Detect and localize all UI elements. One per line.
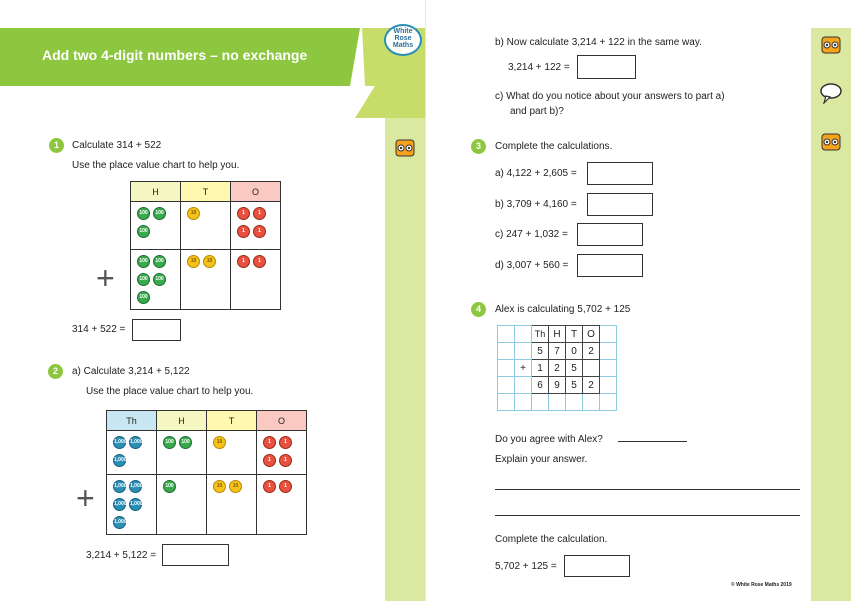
q2-instruction: Use the place value chart to help you.: [86, 386, 254, 397]
q3c-answer-box[interactable]: [577, 223, 643, 246]
hundreds-counter: 100: [163, 480, 176, 493]
q4-r1-h: 7: [549, 343, 566, 360]
q3d-answer-box[interactable]: [577, 254, 643, 277]
ones-counter: 1: [253, 255, 266, 268]
hundreds-counter: 100: [153, 255, 166, 268]
ones-counter: 1: [279, 480, 292, 493]
q4-grid-o: O: [583, 326, 600, 343]
q4-explain: Explain your answer.: [495, 454, 588, 465]
q1-row2-o: [231, 250, 281, 310]
ones-counter: 1: [263, 436, 276, 449]
tens-counter: 10: [187, 207, 200, 220]
hundreds-counter: 100: [179, 436, 192, 449]
page-title: Add two 4-digit numbers – no exchange: [42, 47, 308, 63]
think-cube-icon-top: [820, 34, 842, 56]
q4-text: Alex is calculating 5,702 + 125: [495, 304, 631, 315]
question-3-badge: 3: [471, 139, 486, 154]
q2-header-h: H: [157, 411, 207, 431]
right-green-strip: [811, 28, 851, 601]
q2-answer-label: 3,214 + 5,122 =: [86, 550, 157, 561]
q4-r2-h: 2: [549, 360, 566, 377]
q3d-label: d) 3,007 + 560 =: [495, 260, 569, 271]
q1-plus-sign: +: [96, 260, 115, 296]
copyright: © White Rose Maths 2019: [731, 582, 792, 588]
q1-answer-label: 314 + 522 =: [72, 324, 126, 335]
ones-counter: 1: [279, 454, 292, 467]
q1-header-h: H: [131, 182, 181, 202]
think-cube-icon-bottom: [820, 131, 842, 153]
q3-text: Complete the calculations.: [495, 141, 613, 152]
question-1-badge: 1: [49, 138, 64, 153]
q4-r2-th: 1: [532, 360, 549, 377]
logo-line-3: Maths: [392, 42, 414, 49]
ones-counter: 1: [237, 207, 250, 220]
ones-counter: 1: [263, 480, 276, 493]
think-cube-icon: [394, 137, 416, 159]
tens-counter: 10: [229, 480, 242, 493]
q2-header-t: T: [207, 411, 257, 431]
q4-agree-question: Do you agree with Alex?: [495, 434, 603, 445]
thousands-counter: 1,000: [129, 498, 142, 511]
q2-row2-o: [257, 475, 307, 535]
q2-row1-th: [107, 431, 157, 475]
hundreds-counter: 100: [153, 273, 166, 286]
q2-place-value-chart: [106, 410, 307, 535]
thousands-counter: 1,000: [129, 436, 142, 449]
q4-explain-line-1[interactable]: [495, 489, 800, 490]
q3a-label: a) 4,122 + 2,605 =: [495, 168, 577, 179]
q1-place-value-chart: [130, 181, 281, 310]
q2a-answer-box[interactable]: [162, 544, 229, 566]
q2-row1-t: [207, 431, 257, 475]
ones-counter: 1: [237, 225, 250, 238]
hundreds-counter: 100: [137, 291, 150, 304]
hundreds-counter: 100: [163, 436, 176, 449]
white-rose-logo: [384, 24, 422, 56]
thousands-counter: 1,000: [113, 498, 126, 511]
q4-r1-th: 5: [532, 343, 549, 360]
speech-bubble-icon: [819, 82, 841, 104]
q1-instruction: Use the place value chart to help you.: [72, 160, 240, 171]
q4-r3-th: 6: [532, 377, 549, 394]
tens-counter: 10: [213, 436, 226, 449]
question-4-badge: 4: [471, 302, 486, 317]
q4-complete: Complete the calculation.: [495, 534, 608, 545]
q4-r2-t: 5: [566, 360, 583, 377]
q2-header-th: Th: [107, 411, 157, 431]
ones-counter: 1: [279, 436, 292, 449]
q2-plus-sign: +: [76, 480, 95, 516]
ones-counter: 1: [263, 454, 276, 467]
q1-row2-h: [131, 250, 181, 310]
logo-line-2: Rose: [394, 35, 412, 42]
thousands-counter: 1,000: [113, 480, 126, 493]
q4-r3-o: 2: [583, 377, 600, 394]
thousands-counter: 1,000: [113, 454, 126, 467]
q4-agree-line[interactable]: [618, 441, 687, 442]
q3b-label: b) 3,709 + 4,160 =: [495, 199, 577, 210]
q1-row1-o: [231, 202, 281, 250]
ones-counter: 1: [253, 207, 266, 220]
q1-row1-h: [131, 202, 181, 250]
q3c-label: c) 247 + 1,032 =: [495, 229, 568, 240]
q4-r1-o: 2: [583, 343, 600, 360]
thousands-counter: 1,000: [129, 480, 142, 493]
thousands-counter: 1,000: [113, 436, 126, 449]
q2b-text: b) Now calculate 3,214 + 122 in the same way.: [495, 37, 702, 48]
ones-counter: 1: [237, 255, 250, 268]
q2-row1-o: [257, 431, 307, 475]
tens-counter: 10: [203, 255, 216, 268]
q4-r3-h: 9: [549, 377, 566, 394]
hundreds-counter: 100: [137, 207, 150, 220]
q2b-answer-label: 3,214 + 122 =: [508, 62, 570, 73]
q1-header-t: T: [181, 182, 231, 202]
q1-row2-t: [181, 250, 231, 310]
q2-row2-h: [157, 475, 207, 535]
left-green-strip: [385, 118, 425, 601]
q4-explain-line-2[interactable]: [495, 515, 800, 516]
question-2-badge: 2: [48, 364, 63, 379]
hundreds-counter: 100: [137, 255, 150, 268]
q2b-answer-box[interactable]: [577, 55, 636, 79]
q2c-text-line2: and part b)?: [510, 106, 564, 117]
q1-row1-t: [181, 202, 231, 250]
q4-final-label: 5,702 + 125 =: [495, 561, 557, 572]
q4-r1-t: 0: [566, 343, 583, 360]
q4-grid-t: T: [566, 326, 583, 343]
hundreds-counter: 100: [137, 225, 150, 238]
q2-row2-t: [207, 475, 257, 535]
hundreds-counter: 100: [153, 207, 166, 220]
q4-r2-o: [583, 360, 600, 377]
logo-line-1: White: [393, 28, 413, 35]
hundreds-counter: 100: [137, 273, 150, 286]
q4-final-answer-box[interactable]: [564, 555, 630, 577]
q3b-answer-box[interactable]: [587, 193, 653, 216]
tens-counter: 10: [187, 255, 200, 268]
q2-header-o: O: [257, 411, 307, 431]
q4-r3-t: 5: [566, 377, 583, 394]
q4-plus: +: [515, 360, 532, 377]
q2-row2-th: [107, 475, 157, 535]
q2c-text-line1: c) What do you notice about your answers to part a): [495, 91, 725, 102]
q4-grid-th: Th: [532, 326, 549, 343]
q1-answer-box[interactable]: [132, 319, 181, 341]
thousands-counter: 1,000: [113, 516, 126, 529]
q4-column-grid: [497, 325, 617, 411]
tens-counter: 10: [213, 480, 226, 493]
page-divider: [425, 0, 426, 601]
q4-grid-h: H: [549, 326, 566, 343]
q2-row1-h: [157, 431, 207, 475]
q1-header-o: O: [231, 182, 281, 202]
q1-text: Calculate 314 + 522: [72, 140, 162, 151]
q3a-answer-box[interactable]: [587, 162, 653, 185]
ones-counter: 1: [253, 225, 266, 238]
q2a-text: a) Calculate 3,214 + 5,122: [72, 366, 190, 377]
